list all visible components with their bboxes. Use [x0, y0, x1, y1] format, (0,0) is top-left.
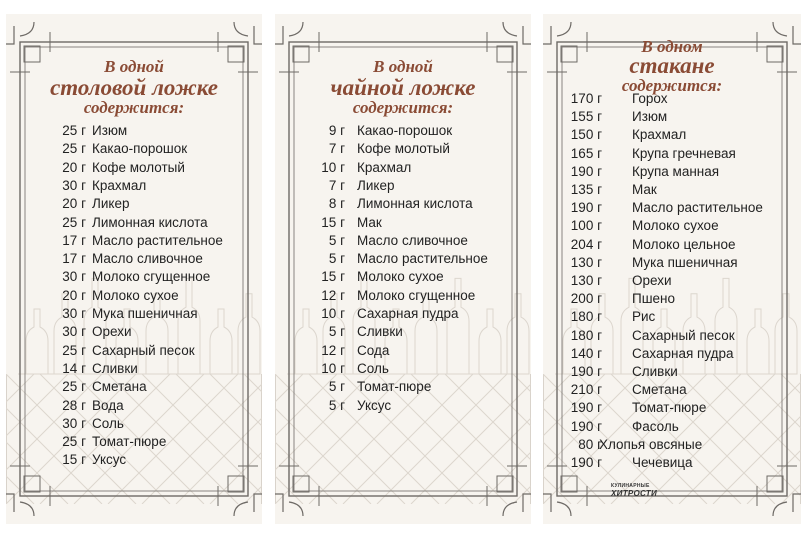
item-amount: 204 г — [570, 236, 602, 252]
item-name: Молоко сгущенное — [92, 269, 211, 285]
item-name: Сливки — [92, 360, 138, 376]
item-name: Лимонная кислота — [92, 214, 208, 230]
item-amount: 130 г — [570, 273, 602, 288]
item-amount: 135 г — [570, 182, 602, 197]
item-amount: 30 г — [62, 269, 86, 285]
item-amount: 30 г — [62, 177, 86, 193]
item-name: Крахмал — [92, 177, 147, 193]
item-amount: 130 г — [570, 254, 602, 270]
item-amount: 15 г — [321, 269, 345, 285]
item-name: Томат-пюре — [357, 379, 432, 395]
teaspoon-heading-line3: содержится: — [352, 98, 454, 117]
item-amount: 25 г — [62, 214, 86, 230]
item-name: Масло сливочное — [92, 251, 203, 267]
item-name: Фасоль — [632, 418, 679, 434]
item-name: Мука пшеничная — [92, 306, 198, 321]
item-name: Сливки — [632, 364, 678, 379]
item-name: Лимонная кислота — [357, 196, 473, 212]
item-name: Мак — [357, 214, 382, 230]
item-amount: 150 г — [570, 127, 602, 143]
item-name: Изюм — [632, 109, 668, 125]
item-name: Кофе молотый — [92, 159, 185, 175]
glass-card — [543, 14, 801, 524]
item-amount: 25 г — [62, 123, 86, 138]
item-name: Орехи — [632, 273, 672, 288]
item-name: Изюм — [92, 123, 128, 138]
item-name: Сливки — [357, 324, 403, 340]
teaspoon-heading-line1: В одной — [373, 57, 433, 76]
item-amount: 14 г — [62, 360, 86, 376]
item-amount: 20 г — [62, 287, 86, 303]
item-amount: 7 г — [328, 141, 345, 157]
item-name: Масло растительное — [92, 232, 223, 248]
item-amount: 200 г — [570, 291, 602, 307]
item-amount: 10 г — [321, 159, 345, 175]
item-amount: 210 г — [570, 382, 602, 398]
item-amount: 180 г — [570, 327, 602, 343]
item-amount: 25 г — [62, 434, 86, 450]
item-amount: 190 г — [570, 364, 602, 379]
item-amount: 25 г — [62, 379, 86, 395]
item-amount: 7 г — [328, 177, 345, 193]
item-name: Уксус — [92, 452, 127, 468]
tablespoon-heading-line1: В одной — [104, 57, 164, 76]
glass-heading-line2: стакане — [629, 53, 715, 78]
item-name: Молоко цельное — [632, 236, 736, 252]
item-name: Вода — [92, 397, 124, 413]
logo-line2: ХИТРОСТИ — [611, 489, 658, 498]
glass-heading-line3: содержится: — [621, 76, 723, 95]
item-name: Крупа манная — [632, 163, 720, 179]
item-name: Хлопья овсяные — [599, 436, 703, 452]
item-name: Молоко сухое — [92, 287, 179, 303]
glass-heading-line1: В одном — [641, 37, 703, 56]
item-amount: 140 г — [570, 345, 602, 361]
item-name: Масло сливочное — [357, 232, 468, 248]
item-name: Сахарная пудра — [632, 345, 734, 361]
item-amount: 190 г — [570, 200, 602, 216]
logo-line1: КУЛИНАРНЫЕ — [611, 483, 650, 489]
item-amount: 30 г — [62, 324, 86, 340]
item-name: Какао-порошок — [92, 141, 188, 157]
item-name: Сахарный песок — [632, 327, 735, 343]
item-amount: 5 г — [328, 251, 345, 267]
tablespoon-heading-line2: столовой ложке — [50, 75, 218, 100]
item-amount: 28 г — [62, 397, 86, 413]
item-name: Пшено — [632, 291, 676, 307]
item-name: Сметана — [92, 379, 147, 395]
item-name: Орехи — [92, 324, 132, 340]
item-amount: 30 г — [62, 415, 86, 431]
item-amount: 10 г — [321, 306, 345, 321]
item-name: Мак — [632, 182, 657, 197]
item-name: Соль — [92, 415, 124, 431]
tablespoon-card — [6, 14, 262, 524]
item-amount: 190 г — [570, 400, 602, 416]
item-amount: 15 г — [62, 452, 86, 468]
item-name: Крупа гречневая — [632, 145, 736, 161]
item-amount: 190 г — [570, 455, 602, 470]
item-name: Ликер — [92, 196, 130, 212]
item-amount: 17 г — [62, 232, 86, 248]
item-name: Масло растительное — [357, 251, 488, 267]
item-name: Сахарный песок — [92, 342, 195, 358]
item-amount: 100 г — [570, 218, 602, 234]
item-name: Сахарная пудра — [357, 306, 459, 321]
item-amount: 10 г — [321, 360, 345, 376]
item-amount: 190 г — [570, 418, 602, 434]
item-amount: 17 г — [62, 251, 86, 267]
item-amount: 155 г — [570, 109, 602, 125]
teaspoon-heading-line2: чайной ложке — [330, 75, 476, 100]
item-amount: 5 г — [328, 232, 345, 248]
item-amount: 165 г — [570, 145, 602, 161]
item-amount: 25 г — [62, 141, 86, 157]
item-amount: 30 г — [62, 306, 86, 321]
item-amount: 180 г — [570, 309, 602, 325]
item-name: Кофе молотый — [357, 141, 450, 157]
item-amount: 20 г — [62, 159, 86, 175]
item-amount: 5 г — [328, 397, 345, 413]
item-name: Какао-порошок — [357, 123, 453, 138]
item-name: Молоко сухое — [357, 269, 444, 285]
item-amount: 15 г — [321, 214, 345, 230]
kulinarnye-hitrosti-logo — [611, 482, 657, 498]
item-name: Ликер — [357, 177, 395, 193]
item-amount: 170 г — [570, 91, 602, 106]
item-amount: 12 г — [321, 342, 345, 358]
item-amount: 9 г — [328, 123, 345, 138]
item-name: Крахмал — [632, 127, 687, 143]
item-name: Горох — [632, 91, 668, 106]
item-name: Сметана — [632, 382, 687, 398]
item-name: Томат-пюре — [92, 434, 167, 450]
item-name: Молоко сухое — [632, 218, 719, 234]
item-amount: 5 г — [328, 324, 345, 340]
item-name: Уксус — [357, 397, 392, 413]
item-amount: 20 г — [62, 196, 86, 212]
item-name: Молоко сгущенное — [357, 287, 476, 303]
item-amount: 25 г — [62, 342, 86, 358]
teaspoon-card — [275, 14, 531, 524]
item-name: Мука пшеничная — [632, 254, 738, 270]
tablespoon-heading-line3: содержится: — [83, 98, 185, 117]
item-name: Соль — [357, 360, 389, 376]
item-name: Крахмал — [357, 159, 412, 175]
item-name: Масло растительное — [632, 200, 763, 216]
item-amount: 8 г — [328, 196, 345, 212]
item-amount: 190 г — [570, 163, 602, 179]
item-amount: 80 г — [578, 436, 602, 452]
item-name: Чечевица — [632, 455, 693, 470]
item-name: Томат-пюре — [632, 400, 707, 416]
item-amount: 5 г — [328, 379, 345, 395]
item-name: Рис — [632, 309, 656, 325]
item-amount: 12 г — [321, 287, 345, 303]
item-name: Сода — [357, 342, 390, 358]
